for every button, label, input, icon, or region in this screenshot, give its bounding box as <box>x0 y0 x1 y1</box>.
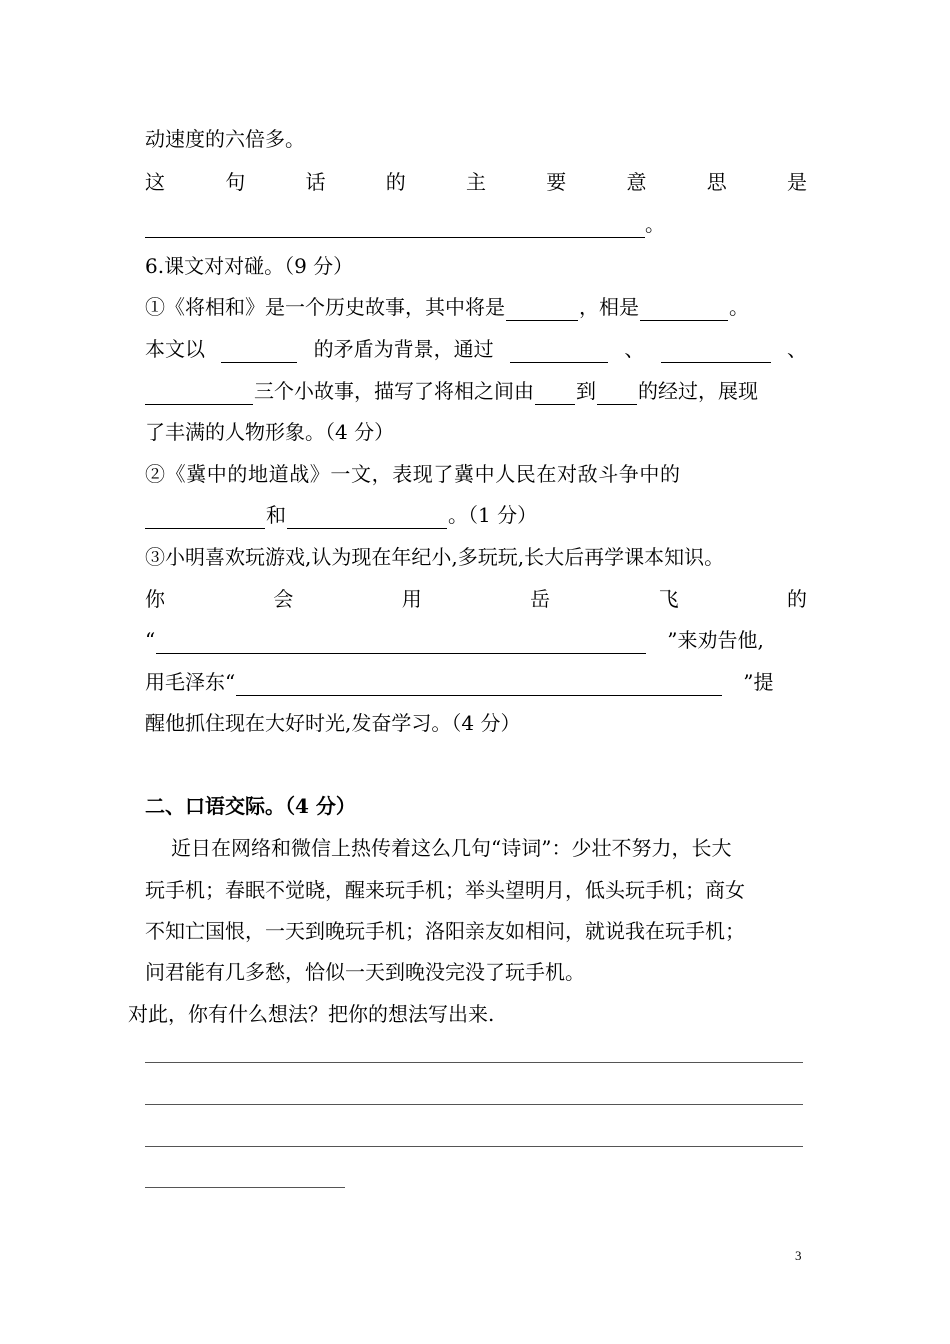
q6-s3-line2: 你 会 用 岳 飞 的 <box>145 587 807 611</box>
q6-s3-line3: “ ”来劝告他, <box>145 628 764 652</box>
page-number: 3 <box>795 1248 802 1263</box>
q6-s2-line1: ②《冀中的地道战》一文，表现了冀中人民在对敌斗争中的 <box>145 462 681 486</box>
q5-answer-line: 。 <box>145 210 807 238</box>
q6-s1-line1: ①《将相和》是一个历史故事，其中将是 ，相是 。 <box>145 295 749 319</box>
q6-s3-line1: ③小明喜欢玩游戏,认为现在年纪小,多玩玩,长大后再学课本知识。 <box>145 545 725 569</box>
general-blank[interactable] <box>506 298 578 321</box>
answer-line-1[interactable] <box>145 1062 803 1063</box>
q6-s3-line5: 醒他抓住现在大好时光,发奋学习。（4 分） <box>145 711 521 735</box>
q5-answer-blank[interactable] <box>145 215 645 238</box>
section2-title: 二、口语交际。（4 分） <box>145 794 356 818</box>
section2-para-line1: 近日在网络和微信上热传着这么几句“诗词”：少壮不努力，长大 <box>171 836 732 860</box>
q6-s1-line3: 三个小故事，描写了将相之间由 到 的经过，展现 <box>145 377 807 405</box>
conflict-blank[interactable] <box>221 340 297 363</box>
section2-para-line4: 问君能有几多愁，恰似一天到晚没完没了玩手机。 <box>145 960 585 984</box>
story2-blank[interactable] <box>661 340 771 363</box>
section2-question: 对此，你有什么想法？把你的想法写出来. <box>128 1002 495 1026</box>
story1-blank[interactable] <box>510 340 608 363</box>
answer-line-3[interactable] <box>145 1146 803 1147</box>
q6-s1-line2: 本文以 的矛盾为背景，通过 、 、 <box>145 337 807 361</box>
section2-para-line2: 玩手机；春眠不觉晓，醒来玩手机；举头望明月，低头玩手机；商女 <box>145 878 745 902</box>
yuefei-quote-blank[interactable] <box>156 631 646 654</box>
quality2-blank[interactable] <box>287 506 447 529</box>
quality1-blank[interactable] <box>145 506 265 529</box>
from-blank[interactable] <box>535 382 575 405</box>
q6-header: 6.课文对对碰。（9 分） <box>145 254 354 278</box>
answer-line-4[interactable] <box>145 1187 345 1188</box>
q6-s3-line4: 用毛泽东“ ”提 <box>145 670 774 694</box>
minister-blank[interactable] <box>640 298 728 321</box>
q5-prompt-line: 这 句 话 的 主 要 意 思 是 <box>145 170 807 194</box>
section2-para-line3: 不知亡国恨，一天到晚玩手机；洛阳亲友如相问，就说我在玩手机； <box>145 919 745 943</box>
q5-text-line: 动速度的六倍多。 <box>145 127 305 151</box>
answer-line-2[interactable] <box>145 1104 803 1105</box>
q6-s2-line2: 和 。（1 分） <box>145 501 807 529</box>
to-blank[interactable] <box>597 382 637 405</box>
maozedong-quote-blank[interactable] <box>236 673 722 696</box>
story3-blank[interactable] <box>145 382 253 405</box>
q6-s1-line4: 了丰满的人物形象。（4 分） <box>145 420 395 444</box>
